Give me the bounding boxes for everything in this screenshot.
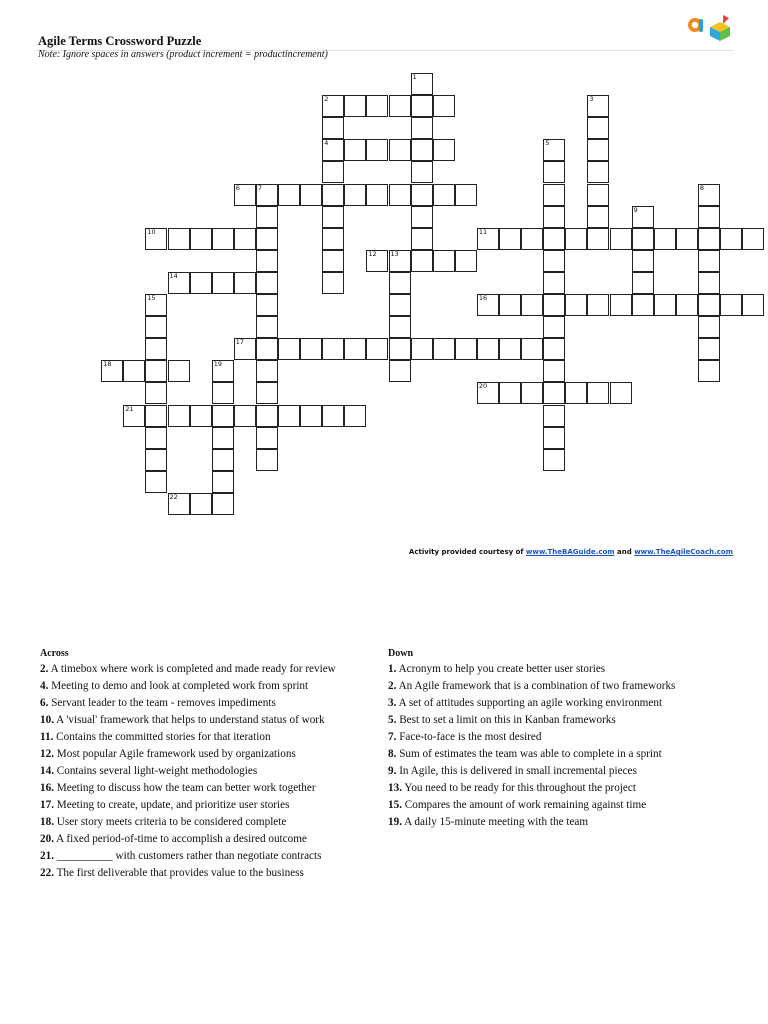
clue-number: 12 — [368, 249, 377, 258]
down-clue — [388, 746, 738, 763]
down-clues — [388, 647, 738, 831]
crossword-cell[interactable] — [698, 272, 720, 294]
crossword-cell[interactable] — [300, 338, 322, 360]
across-clue — [40, 746, 380, 763]
across-clue — [40, 763, 380, 780]
clue-text: A fixed period-of-time to accomplish a desired outcome — [53, 833, 307, 845]
crossword-cell[interactable] — [698, 206, 720, 228]
crossword-cell[interactable] — [587, 206, 609, 228]
crossword-cell[interactable] — [411, 117, 433, 139]
crossword-cell[interactable] — [256, 405, 278, 427]
crossword-cell[interactable] — [278, 405, 300, 427]
clue-text: __________ with customers rather than negotiate contracts — [53, 850, 322, 862]
crossword-cell[interactable] — [389, 272, 411, 294]
clue-text: A daily 15-minute meeting with the team — [401, 816, 589, 828]
crossword-cell[interactable] — [587, 382, 609, 404]
crossword-cell[interactable] — [543, 184, 565, 206]
crossword-cell[interactable] — [212, 449, 234, 471]
crossword-cell[interactable] — [543, 427, 565, 449]
crossword-cell[interactable] — [256, 272, 278, 294]
clue-number: 1 — [412, 73, 417, 81]
crossword-cell[interactable] — [256, 382, 278, 404]
crossword-cell[interactable] — [411, 250, 433, 272]
clue-number: 6 — [235, 183, 240, 192]
across-clue — [40, 848, 380, 865]
crossword-cell[interactable] — [256, 228, 278, 250]
crossword-cell[interactable] — [543, 405, 565, 427]
crossword-cell[interactable] — [543, 294, 565, 316]
crossword-cell[interactable] — [322, 117, 344, 139]
crossword-cell[interactable] — [168, 360, 190, 382]
crossword-cell[interactable] — [168, 493, 190, 515]
crossword-cell[interactable] — [433, 184, 455, 206]
crossword-cell[interactable] — [543, 360, 565, 382]
crossword-cell[interactable] — [698, 250, 720, 272]
crossword-cell[interactable] — [411, 139, 433, 161]
crossword-cell[interactable] — [212, 405, 234, 427]
crossword-cell[interactable] — [322, 250, 344, 272]
crossword-cell[interactable] — [411, 161, 433, 183]
clue-number: 5 — [545, 139, 550, 148]
crossword-cell[interactable] — [587, 184, 609, 206]
clue-text: You need to be ready for this throughout the project — [401, 782, 636, 794]
crossword-cell[interactable] — [256, 316, 278, 338]
crossword-cell[interactable] — [344, 95, 366, 117]
crossword-cell[interactable] — [632, 250, 654, 272]
clue-number-label: 22. — [40, 867, 54, 879]
crossword-cell[interactable] — [698, 316, 720, 338]
clue-text: Acronym to help you create better user stories — [396, 663, 606, 675]
across-clue-list — [40, 661, 380, 882]
crossword-cell[interactable] — [610, 382, 632, 404]
crossword-cell[interactable] — [587, 117, 609, 139]
clue-number-label: 9. — [388, 765, 397, 777]
crossword-cell[interactable] — [366, 250, 388, 272]
crossword-cell[interactable] — [543, 228, 565, 250]
crossword-cell[interactable] — [256, 360, 278, 382]
down-heading: Down — [388, 648, 414, 659]
crossword-cell[interactable] — [411, 228, 433, 250]
page-note: Note: Ignore spaces in answers (product increment = productincrement) — [38, 49, 328, 60]
down-clue — [388, 780, 738, 797]
crossword-cell[interactable] — [190, 228, 212, 250]
clue-text: Face-to-face is the most desired — [396, 731, 542, 743]
crossword-cell[interactable] — [389, 316, 411, 338]
crossword-cell[interactable] — [565, 228, 587, 250]
crossword-cell[interactable] — [145, 360, 167, 382]
crossword-cell[interactable] — [145, 338, 167, 360]
crossword-cell[interactable] — [322, 161, 344, 183]
crossword-cell[interactable] — [145, 471, 167, 493]
across-heading: Across — [40, 648, 69, 659]
crossword-cell[interactable] — [344, 338, 366, 360]
crossword-cell[interactable] — [565, 382, 587, 404]
crossword-cell[interactable] — [543, 316, 565, 338]
crossword-cell[interactable] — [477, 382, 499, 404]
crossword-cell[interactable] — [322, 228, 344, 250]
crossword-cell[interactable] — [234, 338, 256, 360]
across-clue — [40, 678, 380, 695]
clue-number: 7 — [257, 183, 263, 192]
crossword-cell[interactable] — [521, 228, 543, 250]
down-clue — [388, 678, 738, 695]
crossword-cell[interactable] — [632, 228, 654, 250]
crossword-cell[interactable] — [587, 161, 609, 183]
crossword-cell[interactable] — [322, 338, 344, 360]
clue-text: User story meets criteria to be considered complete — [53, 816, 287, 828]
clue-number: 11 — [478, 227, 488, 236]
crossword-cell[interactable] — [389, 338, 411, 360]
clue-number-label: 16. — [40, 782, 54, 794]
crossword-cell[interactable] — [389, 139, 411, 161]
clue-number-label: 6. — [40, 697, 49, 709]
crossword-cell[interactable] — [543, 161, 565, 183]
crossword-cell[interactable] — [676, 228, 698, 250]
clue-text: Servant leader to the team - removes impediments — [48, 697, 276, 709]
clue-number: 4 — [324, 139, 329, 148]
crossword-cell[interactable] — [632, 206, 654, 228]
crossword-cell[interactable] — [123, 405, 145, 427]
crossword-cell[interactable] — [389, 95, 411, 117]
down-clue — [388, 763, 738, 780]
clue-text: The first deliverable that provides value to the business — [53, 867, 304, 879]
clue-text: Most popular Agile framework used by organizations — [53, 748, 296, 760]
crossword-cell[interactable] — [212, 471, 234, 493]
crossword-cell[interactable] — [322, 184, 344, 206]
crossword-cell[interactable] — [698, 228, 720, 250]
credit-and: and — [617, 548, 632, 556]
clue-number-label: 20. — [40, 833, 54, 845]
crossword-cell[interactable] — [543, 272, 565, 294]
clue-number: 19 — [213, 360, 222, 369]
crossword-cell[interactable] — [521, 338, 543, 360]
crossword-cell[interactable] — [499, 382, 521, 404]
crossword-cell[interactable] — [499, 228, 521, 250]
crossword-cell[interactable] — [543, 338, 565, 360]
clue-number-label: 10. — [40, 714, 54, 726]
clue-text: Meeting to discuss how the team can better work together — [53, 782, 316, 794]
crossword-cell[interactable] — [389, 294, 411, 316]
crossword-cell[interactable] — [234, 184, 256, 206]
across-clue — [40, 831, 380, 848]
crossword-cell[interactable] — [433, 139, 455, 161]
crossword-cell[interactable] — [190, 272, 212, 294]
across-clue — [40, 780, 380, 797]
crossword-cell[interactable] — [123, 360, 145, 382]
crossword-cell[interactable] — [190, 405, 212, 427]
crossword-cell[interactable] — [632, 294, 654, 316]
crossword-cell[interactable] — [212, 382, 234, 404]
clue-number-label: 3. — [388, 697, 397, 709]
crossword-cell[interactable] — [389, 184, 411, 206]
crossword-cell[interactable] — [322, 139, 344, 161]
crossword-cell[interactable] — [543, 449, 565, 471]
clue-number-label: 4. — [40, 680, 49, 692]
crossword-cell[interactable] — [411, 338, 433, 360]
clue-number-label: 11. — [40, 731, 54, 743]
crossword-cell[interactable] — [477, 294, 499, 316]
crossword-cell[interactable] — [587, 139, 609, 161]
clue-text: In Agile, this is delivered in small incremental pieces — [396, 765, 637, 777]
clue-number: 2 — [324, 95, 329, 104]
crossword-cell[interactable] — [278, 184, 300, 206]
clue-number: 14 — [169, 271, 178, 280]
clue-number: 22 — [169, 492, 178, 501]
crossword-cell[interactable] — [632, 272, 654, 294]
clue-number-label: 2. — [40, 663, 49, 675]
clue-number-label: 8. — [388, 748, 397, 760]
crossword-cell[interactable] — [676, 294, 698, 316]
crossword-cell[interactable] — [212, 228, 234, 250]
crossword-cell[interactable] — [477, 338, 499, 360]
clue-number: 18 — [103, 360, 112, 369]
crossword-cell[interactable] — [256, 206, 278, 228]
clue-number-label: 7. — [388, 731, 397, 743]
crossword-cell[interactable] — [610, 294, 632, 316]
clue-number-label: 14. — [40, 765, 54, 777]
crossword-cell[interactable] — [234, 272, 256, 294]
crossword-cell[interactable] — [499, 338, 521, 360]
crossword-cell[interactable] — [565, 294, 587, 316]
crossword-cell[interactable] — [366, 184, 388, 206]
crossword-cell[interactable] — [543, 139, 565, 161]
crossword-cell[interactable] — [300, 405, 322, 427]
down-clue — [388, 797, 738, 814]
thebaguide-link[interactable]: www.TheBAGuide.com — [525, 548, 615, 556]
crossword-cell[interactable] — [256, 449, 278, 471]
clue-number-label: 1. — [388, 663, 397, 675]
clue-text: Contains several light-weight methodologies — [53, 765, 258, 777]
crossword-cell[interactable] — [256, 427, 278, 449]
clue-text: Compares the amount of work remaining against time — [401, 799, 647, 811]
crossword-cell[interactable] — [433, 250, 455, 272]
clue-text: Sum of estimates the team was able to complete in a sprint — [396, 748, 662, 760]
crossword-cell[interactable] — [521, 294, 543, 316]
clue-number-label: 12. — [40, 748, 54, 760]
crossword-cell[interactable] — [300, 184, 322, 206]
crossword-cell[interactable] — [587, 228, 609, 250]
credit-prefix: Activity provided courtesy of — [408, 548, 524, 556]
clue-number-label: 19. — [388, 816, 402, 828]
crossword-cell[interactable] — [234, 228, 256, 250]
across-clue — [40, 729, 380, 746]
clue-text: Meeting to create, update, and prioritize user stories — [53, 799, 290, 811]
clue-number-label: 5. — [388, 714, 397, 726]
crossword-cell[interactable] — [145, 228, 167, 250]
crossword-cell[interactable] — [145, 382, 167, 404]
clue-number-label: 21. — [40, 850, 54, 862]
crossword-cell[interactable] — [477, 228, 499, 250]
crossword-cell[interactable] — [212, 427, 234, 449]
crossword-cell[interactable] — [698, 294, 720, 316]
crossword-cell[interactable] — [278, 338, 300, 360]
crossword-cell[interactable] — [145, 294, 167, 316]
clue-text: Best to set a limit on this in Kanban frameworks — [396, 714, 616, 726]
crossword-cell[interactable] — [455, 250, 477, 272]
crossword-cell[interactable] — [168, 405, 190, 427]
crossword-cell[interactable] — [543, 382, 565, 404]
clue-number: 20 — [478, 382, 488, 391]
across-clue — [40, 797, 380, 814]
crossword-cell[interactable] — [654, 228, 676, 250]
clue-text: A set of attitudes supporting an agile working environment — [396, 697, 663, 709]
crossword-cell[interactable] — [190, 493, 212, 515]
crossword-cell[interactable] — [742, 228, 764, 250]
crossword-cell[interactable] — [610, 228, 632, 250]
crossword-cell[interactable] — [587, 95, 609, 117]
crossword-cell[interactable] — [698, 338, 720, 360]
crossword-cell[interactable] — [389, 250, 411, 272]
crossword-cell[interactable] — [322, 95, 344, 117]
crossword-cell[interactable] — [698, 184, 720, 206]
crossword-cell[interactable] — [168, 272, 190, 294]
clue-number: 16 — [478, 294, 488, 302]
crossword-cell[interactable] — [543, 250, 565, 272]
crossword-cell[interactable] — [455, 184, 477, 206]
clue-number: 15 — [147, 294, 156, 302]
down-clue — [388, 661, 738, 678]
crossword-cell[interactable] — [543, 206, 565, 228]
clue-number-label: 17. — [40, 799, 54, 811]
crossword-cell[interactable] — [256, 294, 278, 316]
down-clue — [388, 712, 738, 729]
clue-number: 3 — [589, 95, 594, 104]
crossword-cell[interactable] — [322, 405, 344, 427]
theagilecoach-link[interactable]: www.TheAgileCoach.com — [634, 548, 733, 556]
down-clue — [388, 814, 738, 831]
crossword-cell[interactable] — [256, 184, 278, 206]
crossword-cell[interactable] — [455, 338, 477, 360]
crossword-cell[interactable] — [322, 272, 344, 294]
clue-number: 10 — [147, 227, 156, 236]
clue-number-label: 2. — [388, 680, 397, 692]
crossword-cell[interactable] — [433, 338, 455, 360]
crossword-cell[interactable] — [212, 360, 234, 382]
crossword-cell[interactable] — [101, 360, 123, 382]
crossword-cell[interactable] — [411, 184, 433, 206]
crossword-cell[interactable] — [344, 184, 366, 206]
down-clue — [388, 695, 738, 712]
clue-number: 8 — [699, 183, 705, 192]
crossword-cell[interactable] — [587, 294, 609, 316]
crossword-cell[interactable] — [234, 405, 256, 427]
page-title: Agile Terms Crossword Puzzle — [38, 34, 202, 48]
across-clue — [40, 865, 380, 882]
across-clues — [40, 647, 380, 882]
crossword-cell[interactable] — [366, 338, 388, 360]
crossword-cell[interactable] — [521, 382, 543, 404]
crossword-cell[interactable] — [698, 360, 720, 382]
across-clue — [40, 695, 380, 712]
clue-number: 13 — [390, 249, 399, 258]
crossword-cell[interactable] — [145, 449, 167, 471]
crossword-cell[interactable] — [654, 294, 676, 316]
crossword-cell[interactable] — [168, 228, 190, 250]
clue-text: Meeting to demo and look at completed work from sprint — [48, 680, 309, 692]
crossword-cell[interactable] — [256, 250, 278, 272]
crossword-cell[interactable] — [499, 294, 521, 316]
clue-number: 17 — [235, 338, 245, 347]
crossword-cell[interactable] — [720, 228, 742, 250]
crossword-cell[interactable] — [720, 294, 742, 316]
crossword-cell[interactable] — [212, 272, 234, 294]
crossword-cell[interactable] — [322, 206, 344, 228]
clue-number-label: 15. — [388, 799, 402, 811]
crossword-cell[interactable] — [145, 405, 167, 427]
clue-number: 21 — [125, 404, 134, 413]
across-clue — [40, 814, 380, 831]
crossword-cell[interactable] — [411, 206, 433, 228]
crossword-cell[interactable] — [212, 493, 234, 515]
clue-text: A 'visual' framework that helps to understand status of work — [53, 714, 325, 726]
clue-number-label: 13. — [388, 782, 402, 794]
across-clue — [40, 661, 380, 678]
crossword-cell[interactable] — [145, 427, 167, 449]
crossword-cell[interactable] — [742, 294, 764, 316]
down-clue-list — [388, 661, 738, 831]
activity-credit — [409, 548, 733, 556]
crossword-cell[interactable] — [344, 139, 366, 161]
clue-text: An Agile framework that is a combination of two frameworks — [396, 680, 676, 692]
clue-text: A timebox where work is completed and made ready for review — [48, 663, 336, 675]
crossword-cell[interactable] — [256, 338, 278, 360]
crossword-cell[interactable] — [389, 360, 411, 382]
crossword-cell[interactable] — [366, 139, 388, 161]
crossword-cell[interactable] — [433, 95, 455, 117]
clue-text: Contains the committed stories for that iteration — [53, 731, 271, 743]
crossword-cell[interactable] — [145, 316, 167, 338]
clue-number-label: 18. — [40, 816, 54, 828]
across-clue — [40, 712, 380, 729]
clue-number: 9 — [633, 205, 638, 214]
crossword-cell[interactable] — [344, 405, 366, 427]
crossword-cell[interactable] — [366, 95, 388, 117]
crossword-cell[interactable] — [411, 95, 433, 117]
crossword-cell[interactable] — [411, 73, 433, 95]
down-clue — [388, 729, 738, 746]
